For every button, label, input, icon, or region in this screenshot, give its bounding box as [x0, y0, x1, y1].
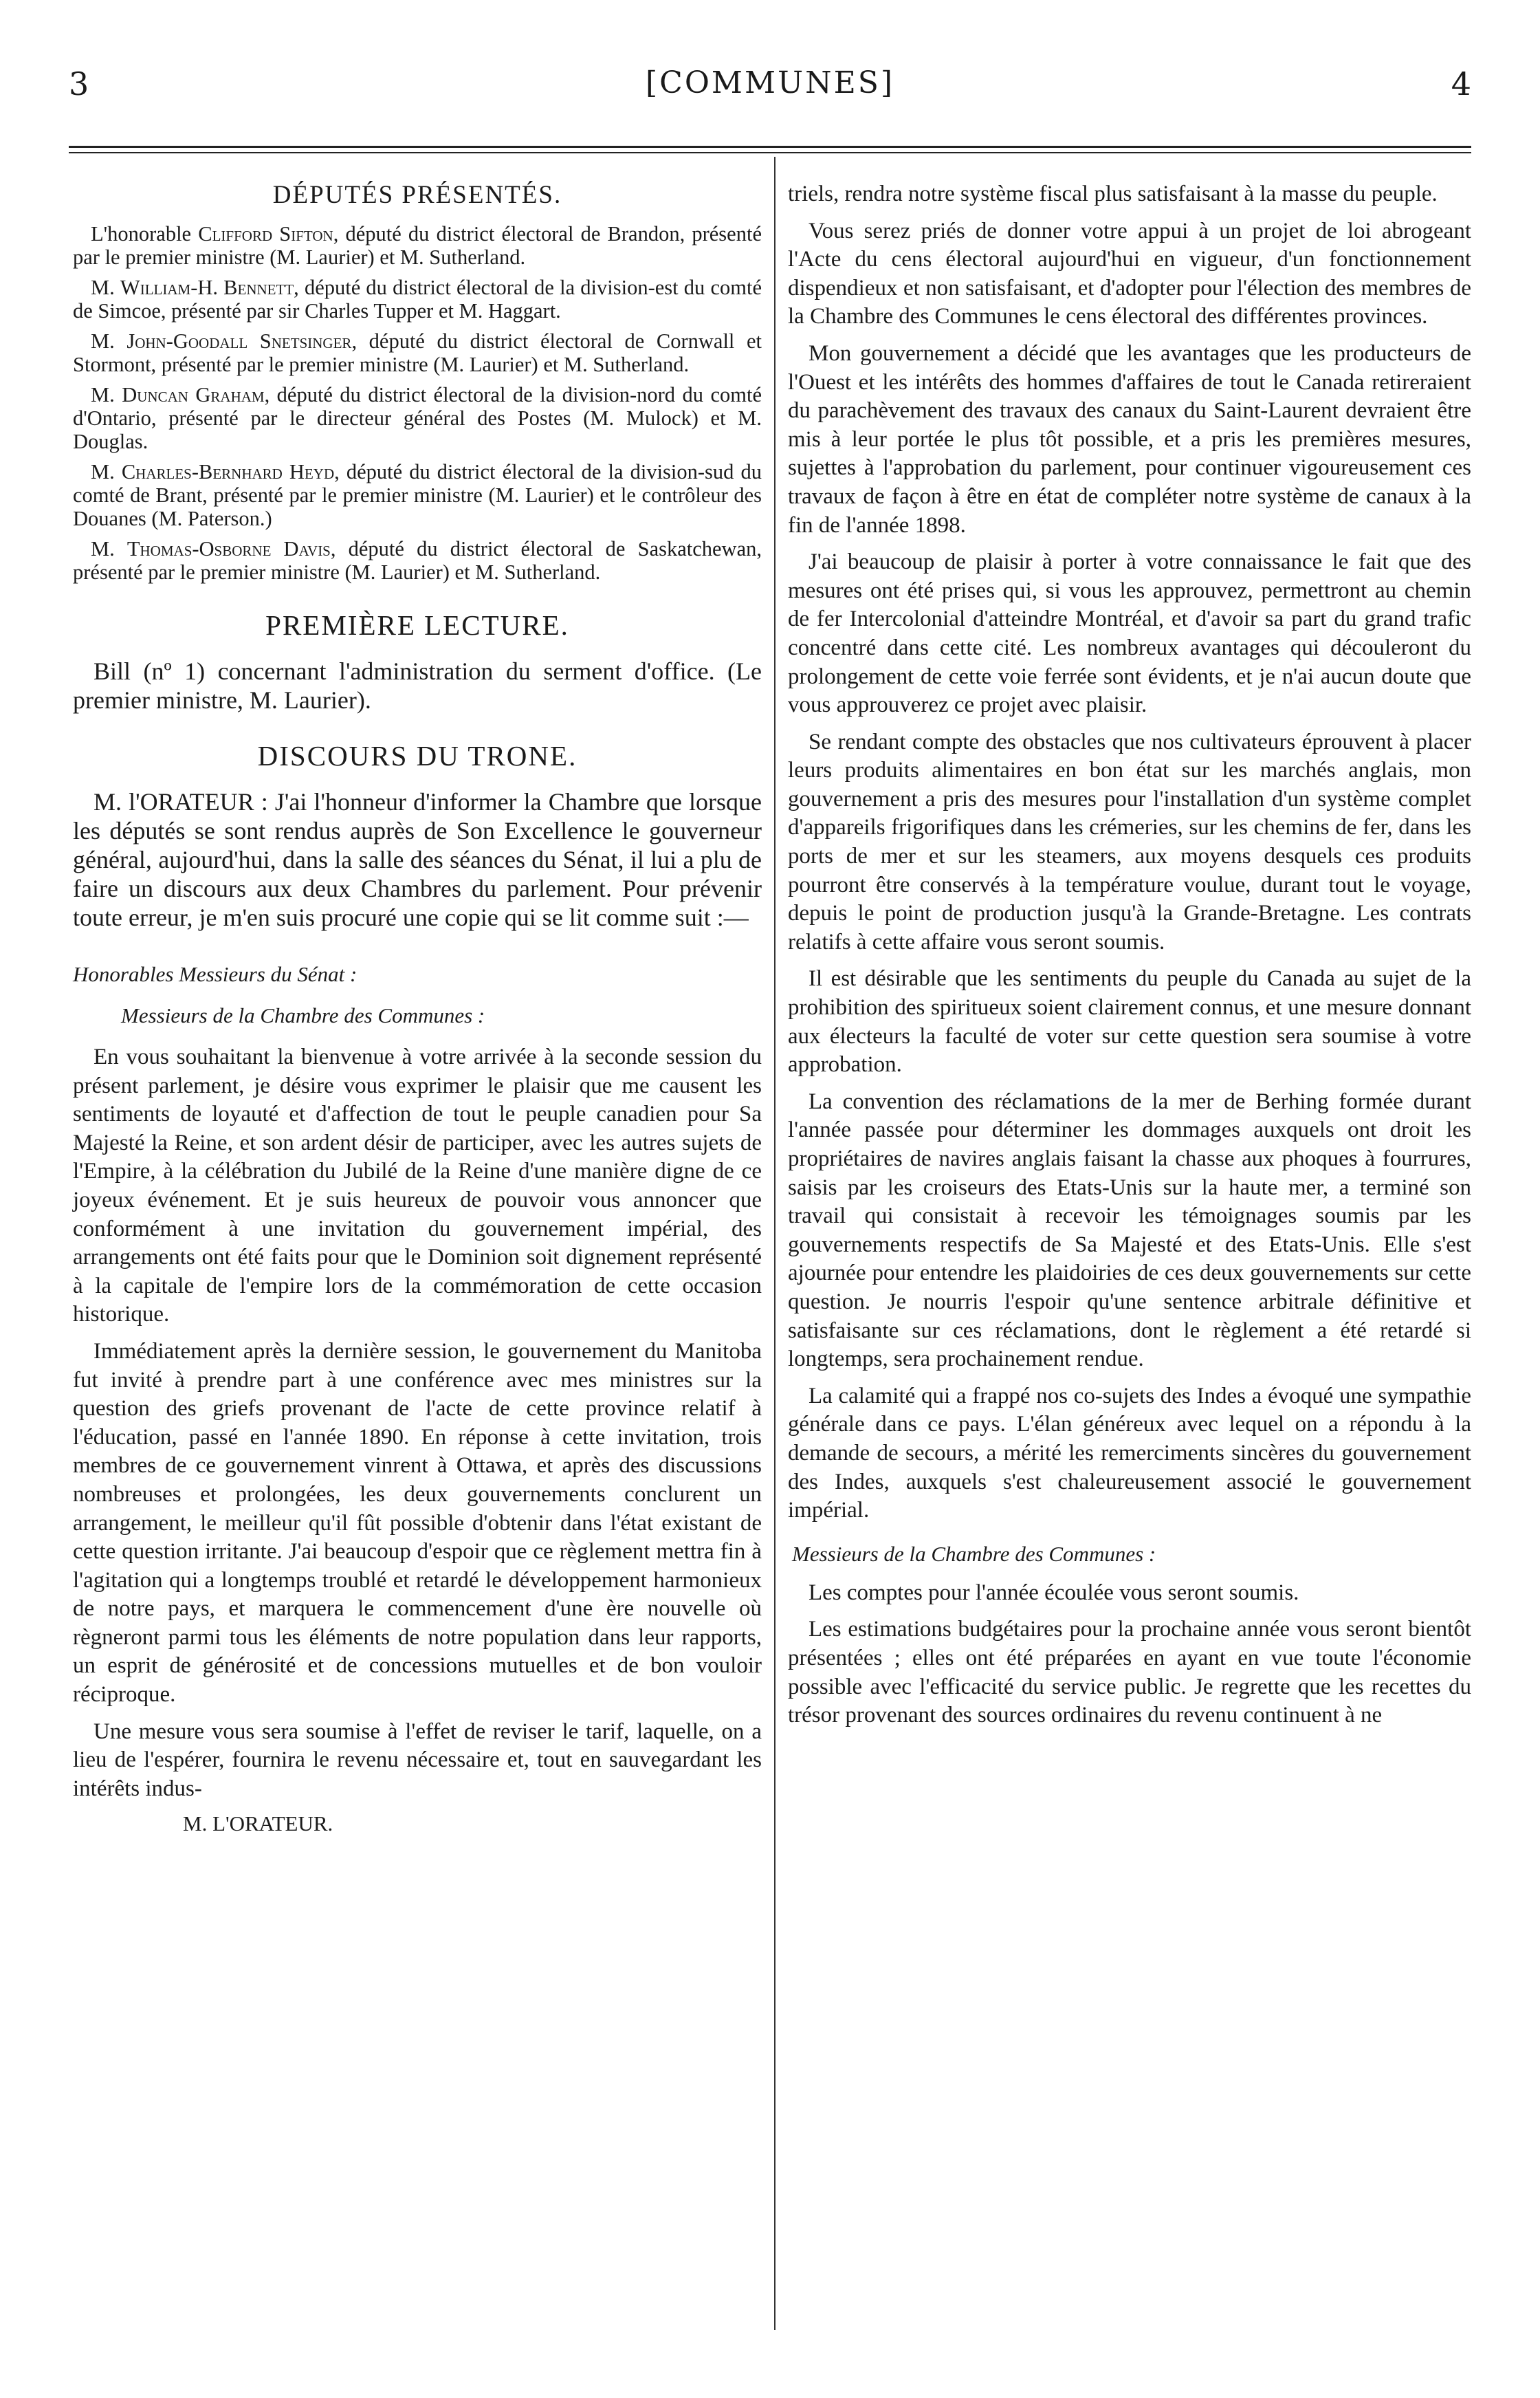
running-title: [COMMUNES] — [645, 65, 895, 100]
header-rule — [69, 146, 1471, 148]
depute-name: Charles-Bernhard Heyd — [121, 460, 335, 483]
speech-paragraph: Une mesure vous sera soumise à l'effet de reviser le tarif, laquelle, on a lieu de l'espérer, fournira le revenu nécessaire et, tout en sauvegardant les intérêts indus- — [73, 1719, 762, 1801]
section-title-deputes: DÉPUTÉS PRÉSENTÉS. — [272, 181, 562, 209]
depute-name: Clifford Sifton — [198, 222, 333, 246]
depute-entry: M. Duncan Graham, député du district électoral de la division-nord du comté d'Ontario, présenté par le directeur général des Postes (M. Mulock) et M. Douglas. — [73, 383, 762, 453]
address-communes-right: Messieurs de la Chambre des Communes : — [792, 1541, 1156, 1566]
speech-paragraph: La convention des réclamations de la mer de Berhing formée durant l'année passée pour déterminer les dommages auxquels ont droit les propriétaires de navires anglais faisant la chasse aux phoques à fourrures, saisis par les croiseurs des Etats-Unis sur la haute mer, a terminé son travail qui consistait à recevoir les témoignages soumis par les gouvernements respectifs de Sa Majesté et des Etats-Unis. Elle s'est ajournée pour entendre les plaidoiries de ces deux gouvernements sur cette question. Je nourris l'espoir qu'une sentence arbitrale définitive et satisfaisante sur ces réclamations, dont le règlement a été retardé si longtemps, sera prochainement rendue. — [788, 1089, 1471, 1372]
depute-name: Duncan Graham — [122, 383, 265, 406]
page-header — [69, 65, 1471, 120]
page-number-left: 3 — [69, 65, 89, 102]
depute-entry: M. John-Goodall Snetsinger, député du district électoral de Cornwall et Stormont, présenté par le premier ministre (M. Laurier) et M. Sutherland. — [73, 329, 762, 376]
speech-paragraph: Vous serez priés de donner votre appui à un projet de loi abrogeant l'Acte du cens électoral aujourd'hui en vigueur, d'un fonctionnement dispendieux et non satisfaisant, et d'adopter pour l'élection des membres de la Chambre des Communes le cens électoral des différentes provinces. — [788, 218, 1471, 329]
speech-paragraph: Immédiatement après la dernière session, le gouvernement du Manitoba fut invité à prendre part à une conférence avec mes ministres sur la question des griefs provenant de l'acte de cette province relatif à l'éducation, passé en l'année 1890. En réponse à cette invitation, trois membres de ce gouvernement vinrent à Ottawa, et après des discussions nombreuses et prolongées, les deux gouvernements conclurent un arrangement, le meilleur qu'il fût possible d'obtenir dans l'état existant de cette question irritante. J'ai beaucoup d'espoir que ce règlement mettra fin à l'agitation qui a longtemps troublé et retardé le développement harmonieux de notre pays, et marquera le commencement d'une ère nouvelle où règneront parmi tous les éléments de notre population dans leur rapports, un esprit de générosité et de concessions mutuelles et de bon vouloir réciproque. — [73, 1338, 762, 1708]
depute-entry: M. Charles-Bernhard Heyd, député du district électoral de la division-sud du comté de Brant, présenté par le premier ministre (M. Laurier) et le contrôleur des Douanes (M. Paterson.) — [73, 460, 762, 530]
section-title-discours: DISCOURS DU TRONE. — [257, 740, 578, 772]
column-divider — [774, 157, 776, 2330]
lecture-paragraph: Bill (nº 1) concernant l'administration du serment d'office. (Le premier ministre, M. Laurier). — [73, 657, 762, 714]
left-column — [73, 180, 762, 1836]
page-number-right: 4 — [1451, 65, 1471, 102]
depute-name: Thomas-Osborne Davis — [126, 537, 331, 560]
header-rule-thin — [69, 152, 1471, 153]
depute-entry: L'honorable Clifford Sifton, député du district électoral de Brandon, présenté par le premier ministre (M. Laurier) et M. Sutherland. — [73, 222, 762, 269]
orateur-paragraph: M. l'ORATEUR : J'ai l'honneur d'informer la Chambre que lorsque les députés se sont rendus auprès de Son Excellence le gouverneur général, aujourd'hui, dans la salle des séances du Sénat, il lui a plu de faire un discours aux deux Chambres du parlement. Pour prévenir toute erreur, je m'en suis procuré une copie qui se lit comme suit :— — [73, 788, 762, 931]
speech-paragraph: La calamité qui a frappé nos co-sujets des Indes a évoqué une sympathie générale dans ce pays. L'élan généreux avec lequel on a répondu à la demande de secours, a mérité les remerciments sincères du gouvernement des Indes, auxquels s'est chaleureusement associé le gouvernement impérial. — [788, 1383, 1471, 1523]
depute-entry: M. William-H. Bennett, député du district électoral de la division-est du comté de Simcoe, présenté par sir Charles Tupper et M. Haggart. — [73, 276, 762, 323]
speech-paragraph: J'ai beaucoup de plaisir à porter à votre connaissance le fait que des mesures ont été prises qui, si vous les approuvez, permettront au chemin de fer Intercolonial d'atteindre Montréal, et d'avoir sa part du grand trafic concentré dans cette cité. Les nombreux avantages qui découleront du prolongement de cette voie ferrée sont évidents, et je n'ai aucun doute que vous approuverez ce projet avec plaisir. — [788, 549, 1471, 718]
address-senat: Honorables Messieurs du Sénat : — [73, 962, 358, 986]
depute-name: John-Goodall Snetsinger — [126, 329, 352, 353]
speech-paragraph: Les comptes pour l'année écoulée vous seront soumis. — [808, 1580, 1299, 1605]
speech-paragraph: Il est désirable que les sentiments du peuple du Canada au sujet de la prohibition des spiritueux soient clairement connus, et une mesure donnant aux électeurs la faculté de voter sur cette question sera soumise à votre approbation. — [788, 966, 1471, 1078]
speech-paragraph: triels, rendra notre système fiscal plus satisfaisant à la masse du peuple. — [788, 182, 1438, 206]
speech-paragraph: Se rendant compte des obstacles que nos cultivateurs éprouvent à placer leurs produits alimentaires en bon état sur les marchés anglais, mon gouvernement a pris des mesures pour l'installation d'un système complet d'appareils frigorifiques dans les crémeries, sur les chemins de fer, dans les ports de mer et sur les steamers, aux moyens desquels ces produits pourront être conservés à la température voulue, durant tout le voyage, depuis le point de production jusqu'à la Grande-Bretagne. Les contrats relatifs à cette affaire vous seront soumis. — [788, 729, 1471, 955]
depute-entry: M. Thomas-Osborne Davis, député du district électoral de Saskatchewan, présenté par le premier ministre (M. Laurier) et M. Sutherland. — [73, 537, 762, 584]
signature-orateur: M. L'ORATEUR. — [183, 1811, 333, 1836]
speech-paragraph: Les estimations budgétaires pour la prochaine année vous seront bientôt présentées ; elles ont été préparées en ayant en vue toute l'économie possible avec l'efficacité du service public. Je regrette que les recettes du trésor provenant des sources ordinaires du revenu continuent à ne — [788, 1617, 1471, 1728]
right-column — [788, 180, 1471, 1738]
depute-name: William-H. Bennett — [120, 276, 294, 299]
section-title-lecture: PREMIÈRE LECTURE. — [265, 609, 569, 641]
speech-paragraph: En vous souhaitant la bienvenue à votre arrivée à la seconde session du présent parlement, je désire vous exprimer le plaisir que me causent les sentiments de loyauté et d'affection de tout le peuple canadien pour Sa Majesté la Reine, et son ardent désir de participer, avec les autres sujets de l'Empire, à la célébration du Jubilé de la Reine d'une manière digne de ce joyeux événement. Et je suis heureux de pouvoir vous annoncer que conformément à une invitation du gouvernement impérial, des arrangements ont été faits pour que le Dominion soit dignement représenté à la capitale de l'empire lors de la commémoration de cette occasion historique. — [73, 1045, 762, 1327]
address-communes: Messieurs de la Chambre des Communes : — [121, 1003, 485, 1027]
speech-paragraph: Mon gouvernement a décidé que les avantages que les producteurs de l'Ouest et les intérêts des hommes d'affaires de tout le Canada retireraient du parachèvement des travaux des canaux du Saint-Laurent devraient être mis à leur portée le plus tôt possible, et a pris les premières mesures, sujettes à l'approbation du parlement, pour continuer vigoureusement ces travaux de façon à être en état de compléter notre système de canaux à la fin de l'année 1898. — [788, 340, 1471, 538]
